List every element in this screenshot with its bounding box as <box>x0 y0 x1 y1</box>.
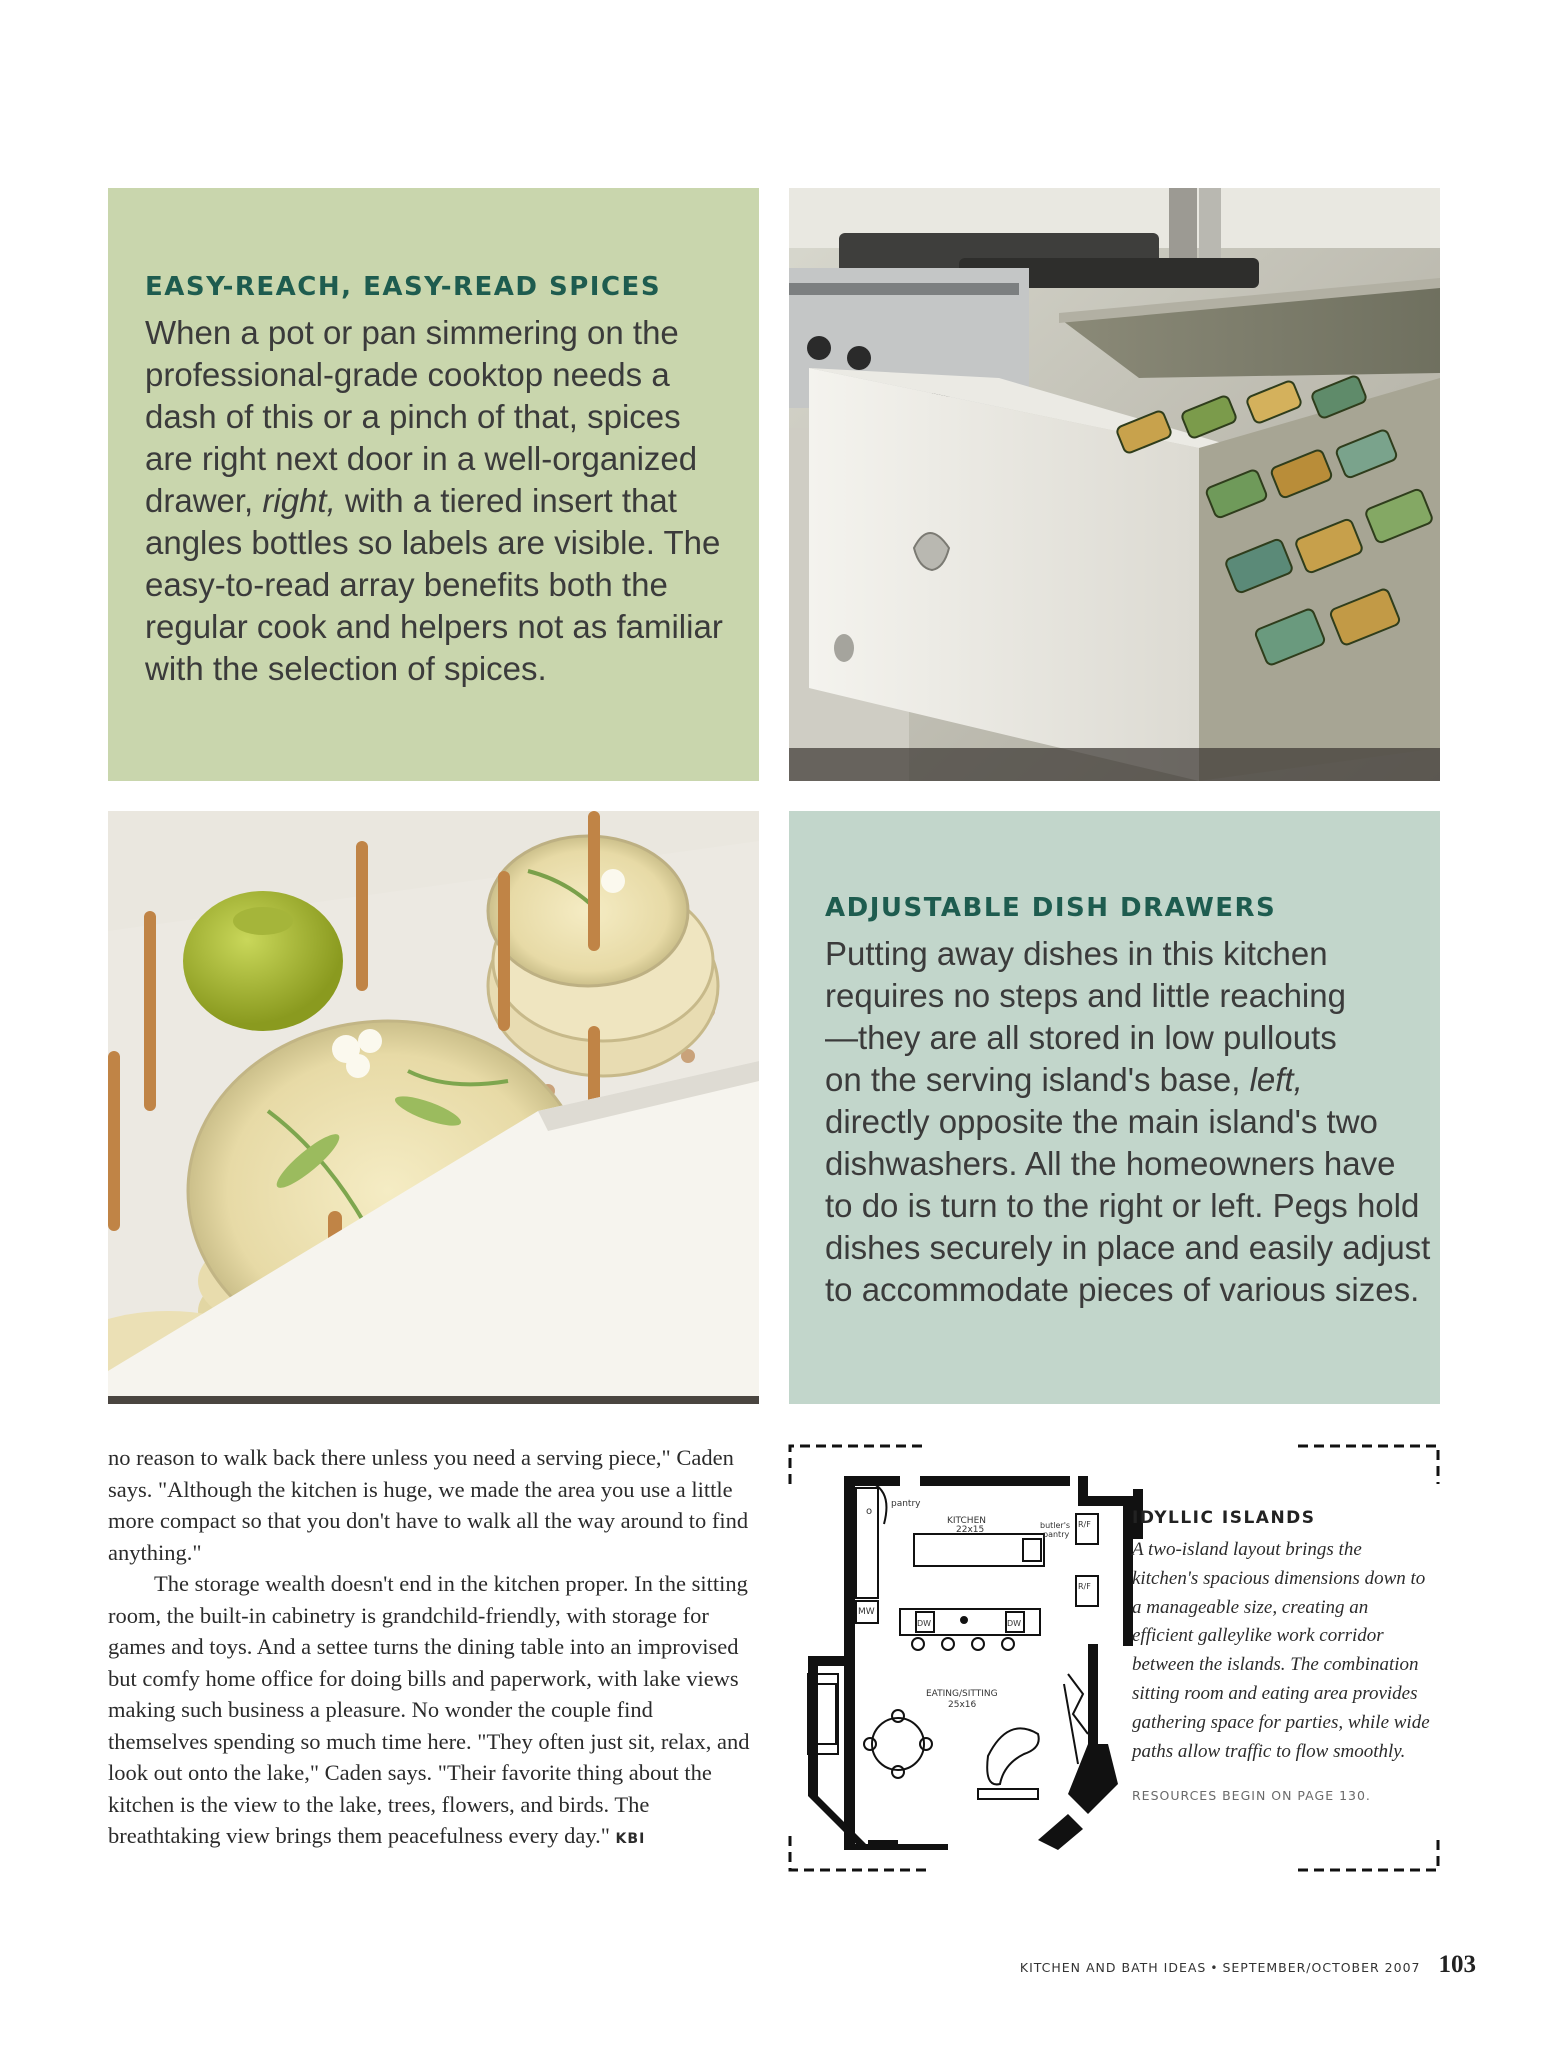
end-mark: KBI <box>615 1831 646 1847</box>
issue-date: SEPTEMBER/OCTOBER 2007 <box>1222 1960 1421 1975</box>
spice-ref: right, <box>262 482 336 519</box>
spice-sidebar-text <box>145 312 745 690</box>
spice-text-1: When a pot or pan simmering on the professional-grade cooktop needs a dash of this or a pinch of that, spices are right next door in a well-organized drawer, <box>145 314 698 519</box>
caption-text: A two-island layout brings the kitchen's spacious dimensions down to a manageable size, creating an efficient galleylike work corridor between the islands. The combination sitting room and eating area provides gathering space for parties, while wide paths allow traffic to flow smoothly. <box>1132 1539 1430 1762</box>
article-body <box>108 1442 758 1856</box>
spice-sidebar-heading: EASY-REACH, EASY-READ SPICES <box>145 272 662 302</box>
floorplan-caption <box>1132 1508 1432 1803</box>
page-number: 103 <box>1438 1951 1476 1978</box>
plan-label-pantry: pantry <box>891 1499 921 1509</box>
plan-label-butlers: butler's <box>1040 1521 1071 1530</box>
plan-label-butlers-pantry: pantry <box>1043 1530 1070 1539</box>
plan-label-rf: R/F <box>1078 1520 1091 1529</box>
caption-title: IDYLLIC ISLANDS <box>1132 1508 1316 1528</box>
plan-label-kitchen: KITCHEN <box>947 1516 986 1526</box>
footer-separator: • <box>1210 1961 1219 1975</box>
plan-label-eating: EATING/SITTING <box>926 1689 998 1699</box>
plan-label-mw: MW <box>858 1607 875 1617</box>
spice-sidebar <box>108 188 759 781</box>
spice-text-2: with a tiered insert that angles bottles so labels are visible. The easy-to-read array benefits both the regular cook and helpers not as familiar with the selection of spices. <box>145 482 723 687</box>
article-paragraph <box>108 1568 758 1856</box>
dish-sidebar-text <box>825 933 1435 1311</box>
plan-label-kitchen-dims: 22x15 <box>956 1525 985 1535</box>
article-paragraph: no reason to walk back there unless you need a serving piece," Caden says. "Although the kitchen is huge, we made the area you use a little more compact so that you don't have to walk all the way around to find anything." <box>108 1445 749 1565</box>
plan-label-dw: DW <box>1007 1619 1022 1628</box>
plan-label-o: o <box>866 1506 873 1517</box>
footer-credit <box>1020 1960 1421 1975</box>
dish-sidebar-heading: ADJUSTABLE DISH DRAWERS <box>825 893 1277 923</box>
plan-label-dw: DW <box>917 1619 932 1628</box>
plan-label-rf: R/F <box>1078 1582 1091 1591</box>
dish-sidebar <box>789 811 1440 1404</box>
dish-ref: left, <box>1249 1061 1303 1098</box>
plan-label-eating-dims: 25x16 <box>948 1700 977 1710</box>
page-footer <box>1020 1951 1476 1979</box>
article-paragraph-text: The storage wealth doesn't end in the kitchen proper. In the sitting room, the built-in cabinetry is grandchild-friendly, with storage for games and toys. And a settee turns the dining table into an improvised but comfy home office for doing bills and paperwork, with lake views making such business a pleasure. No wonder the couple find themselves spending so much time here. "They often just sit, relax, and look out onto the lake," Caden says. "Their favorite thing about the kitchen is the view to the lake, trees, flowers, and birds. The breathtaking view brings them peacefulness every day." <box>108 1571 750 1848</box>
dish-text-1: Putting away dishes in this kitchen requires no steps and little reaching —they are all stored in low pullouts on the serving island's base, <box>825 935 1346 1098</box>
dish-drawer-photo <box>108 811 759 1404</box>
spice-drawer-photo <box>789 188 1440 781</box>
resources-note: RESOURCES BEGIN ON PAGE 130. <box>1132 1788 1371 1804</box>
magazine-name: KITCHEN AND BATH IDEAS <box>1019 1960 1207 1975</box>
dish-text-2: directly opposite the main island's two dishwashers. All the homeowners have to do is turn to the right or left. Pegs hold dishes securely in place and easily adjust to accommodate pieces of various sizes. <box>825 1103 1431 1308</box>
